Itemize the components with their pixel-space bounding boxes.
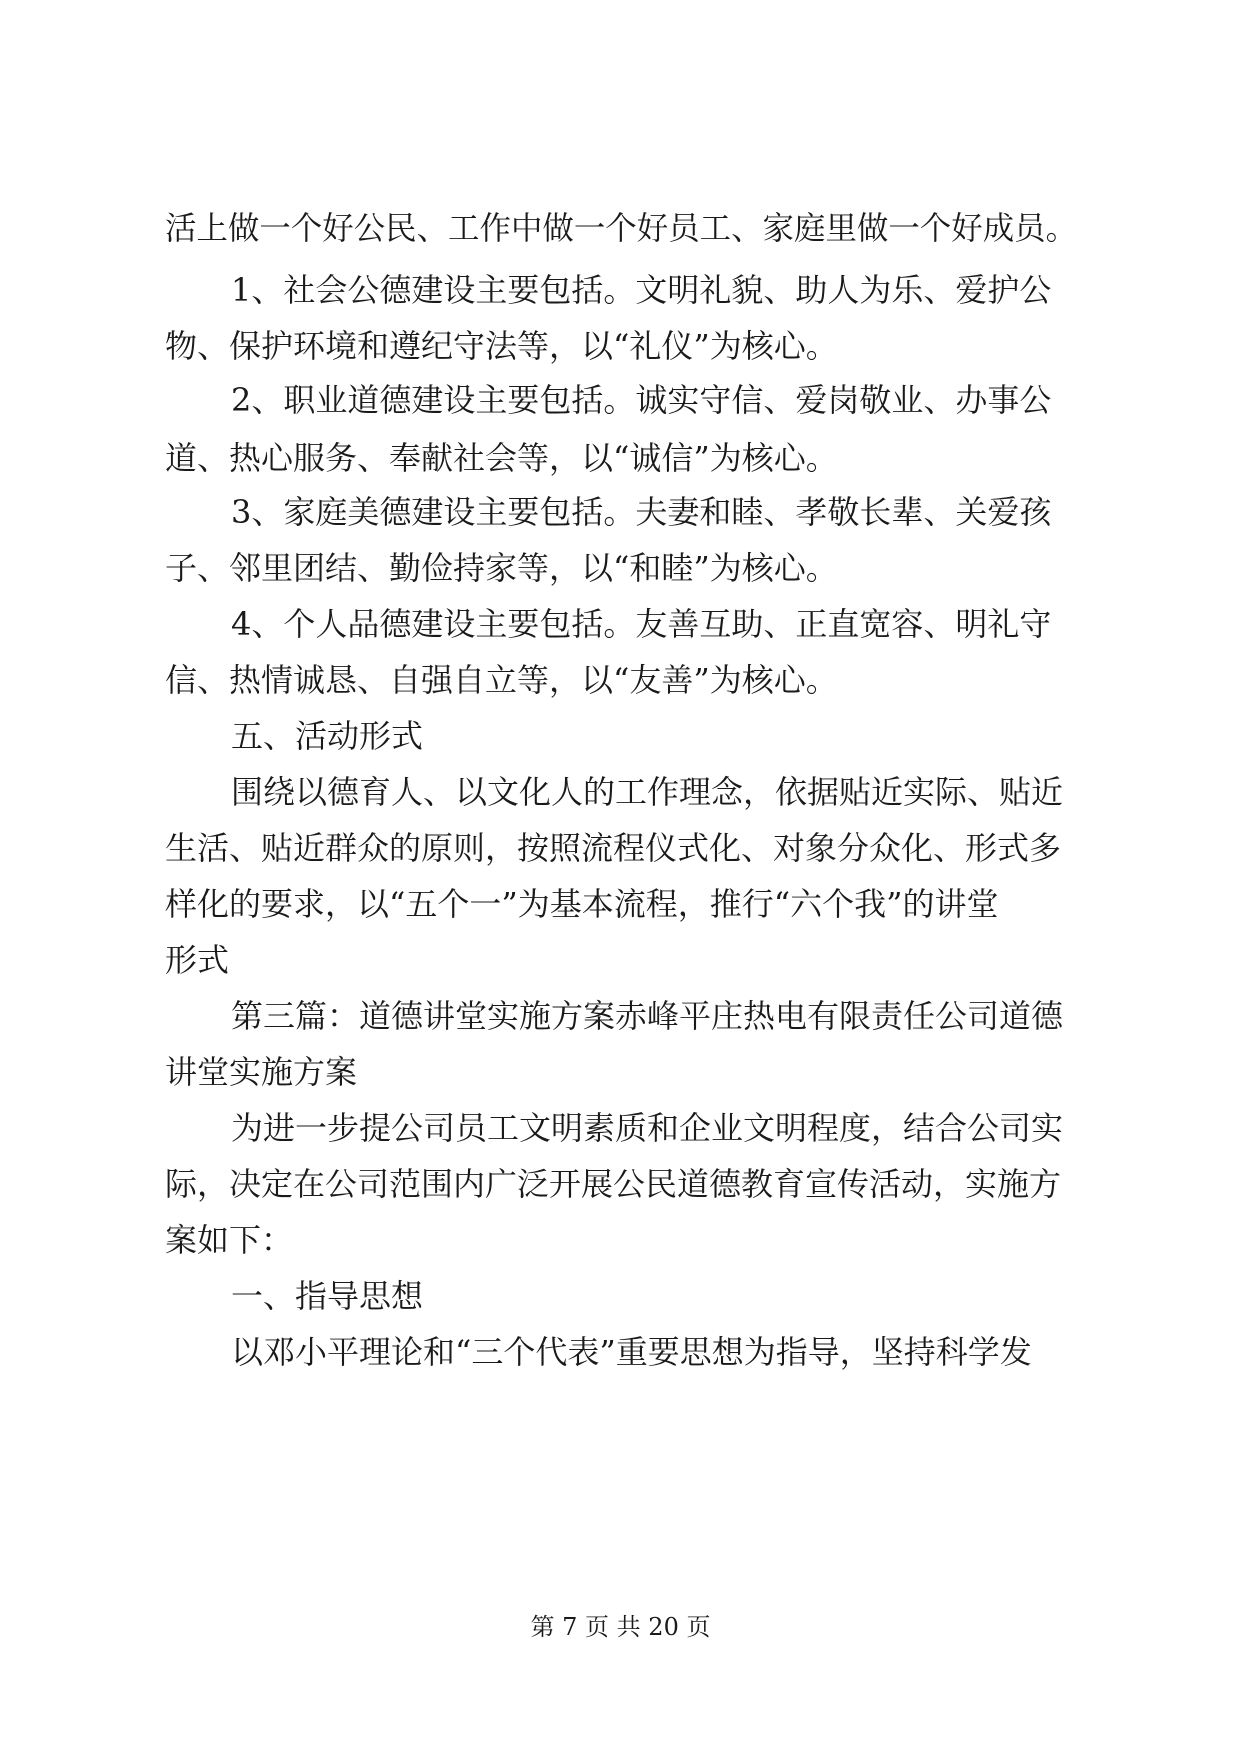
section-heading: 一、指导思想 <box>231 1277 424 1315</box>
page-number-footer: 第 7 页 共 20 页 <box>530 1613 711 1641</box>
text-line: 子、邻里团结、勤俭持家等，以“和睦”为核心。 <box>165 549 838 587</box>
text-line: 以邓小平理论和“三个代表”重要思想为指导，坚持科学发 <box>231 1333 1032 1371</box>
chapter-title-continued: 讲堂实施方案 <box>165 1053 358 1091</box>
text-line: 形式 <box>165 941 230 979</box>
text-line: 2、职业道德建设主要包括。诚实守信、爱岗敬业、办事公 <box>231 381 1052 419</box>
text-line: 信、热情诚恳、自强自立等，以“友善”为核心。 <box>165 661 838 699</box>
text-line: 物、保护环境和遵纪守法等，以“礼仪”为核心。 <box>165 327 838 365</box>
text-line: 为进一步提公司员工文明素质和企业文明程度，结合公司实 <box>231 1109 1064 1147</box>
chapter-title: 第三篇：道德讲堂实施方案赤峰平庄热电有限责任公司道德 <box>231 997 1064 1035</box>
text-line: 生活、贴近群众的原则，按照流程仪式化、对象分众化、形式多 <box>165 829 1062 867</box>
text-line: 活上做一个好公民、工作中做一个好员工、家庭里做一个好成员。 <box>165 209 1078 247</box>
text-line: 1、社会公德建设主要包括。文明礼貌、助人为乐、爱护公 <box>231 271 1052 309</box>
text-line: 道、热心服务、奉献社会等，以“诚信”为核心。 <box>165 439 838 477</box>
text-line: 案如下： <box>165 1221 294 1259</box>
text-line: 4、个人品德建设主要包括。友善互助、正直宽容、明礼守 <box>231 605 1052 643</box>
section-heading: 五、活动形式 <box>231 717 424 755</box>
text-line: 样化的要求，以“五个一”为基本流程，推行“六个我”的讲堂 <box>165 885 999 923</box>
text-line: 3、家庭美德建设主要包括。夫妻和睦、孝敬长辈、关爱孩 <box>231 493 1052 531</box>
text-line: 际，决定在公司范围内广泛开展公民道德教育宣传活动，实施方 <box>165 1165 1062 1203</box>
text-line: 围绕以德育人、以文化人的工作理念，依据贴近实际、贴近 <box>231 773 1064 811</box>
